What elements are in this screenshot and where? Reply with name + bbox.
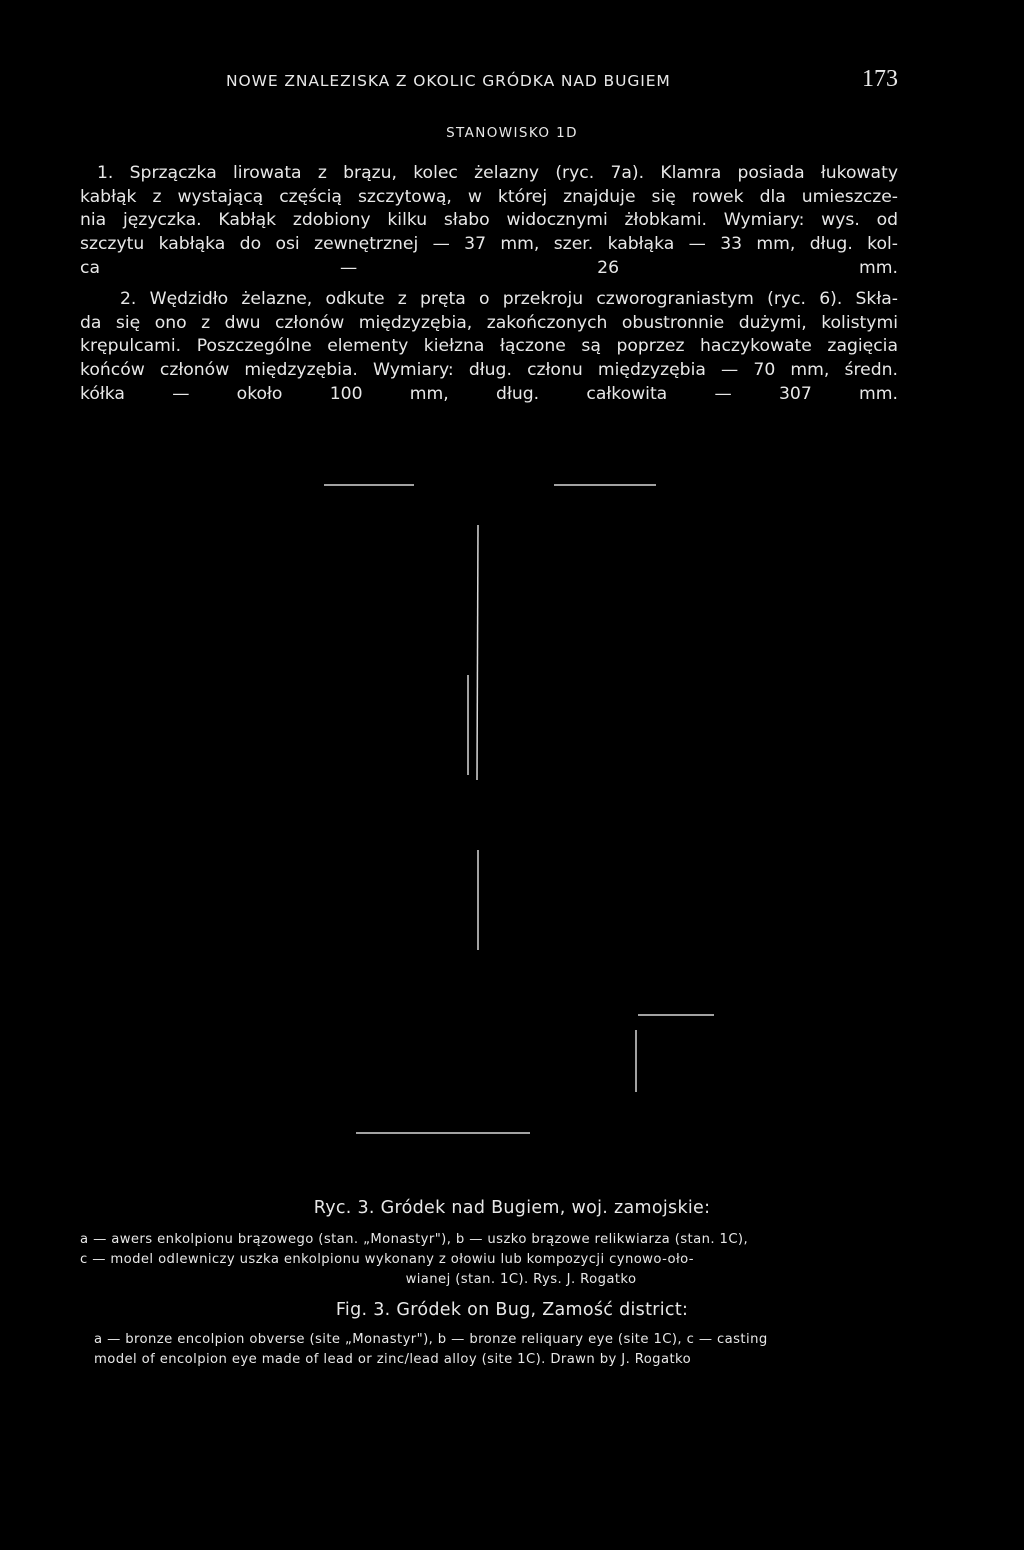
caption-en-body [94,1330,902,1370]
paragraph-1-line: 1. Sprzączka lirowata z brązu, kolec żelazny (ryc. 7a). Klamra posiada łukowaty [97,163,898,183]
paragraph-2-line: 2. Wędzidło żelazne, odkute z pręta o przekroju czworograniastym (ryc. 6). Skła- [120,289,898,309]
paragraph-2-line: krępulcami. Poszczególne elementy kiełzna łączone są poprzez haczykowate zagięcia [80,336,898,357]
running-title: NOWE ZNALEZISKA Z OKOLIC GRÓDKA NAD BUGIEM [226,72,671,90]
caption-pl-line: wianej (stan. 1C). Rys. J. Rogatko [405,1272,637,1287]
caption-pl-line: c — model odlewniczy uszka enkolpionu wykonany z ołowiu lub kompozycji cynowo-oło- [80,1252,694,1267]
figure-stroke [477,525,478,780]
caption-en-line: a — bronze encolpion obverse (site „Monastyr"), b — bronze reliquary eye (site 1C), c — casting [94,1332,768,1347]
caption-en-line: model of encolpion eye made of lead or zinc/lead alloy (site 1C). Drawn by J. Rogatko [94,1352,692,1367]
paragraph-1-line: kabłąk z wystającą częścią szczytową, w której znajduje się rowek dla umieszcze- [80,186,898,207]
caption-pl-body [80,1230,902,1290]
section-heading: STANOWISKO 1D [446,125,578,141]
paragraph-1-line: nia języczka. Kabłąk zdobiony kilku słabo widocznymi żłobkami. Wymiary: wys. od [80,210,898,231]
paragraph-1 [80,162,898,281]
caption-en-title: Fig. 3. Gródek on Bug, Zamość district: [335,1300,689,1320]
paragraph-1-line: szczytu kabłąka do osi zewnętrznej — 37 mm, szer. kabłąka — 33 mm, dług. kol- [80,234,898,255]
paragraph-2-line: końców członów międzyzębia. Wymiary: dług. członu międzyzębia — 70 mm, średn. [80,360,898,381]
figure-illustration [300,470,740,1150]
paragraph-2-line: kółka — około 100 mm, dług. całkowita — 307 mm. [80,383,898,404]
paragraph-1-line: ca — 26 mm. [80,257,898,278]
caption-pl-title: Ryc. 3. Gródek nad Bugiem, woj. zamojskie: [313,1198,711,1218]
figure-line-art [300,470,740,1150]
paragraph-2-line: da się ono z dwu członów międzyzębia, zakończonych obustronnie dużymi, kolistymi [80,312,898,333]
page-number: 173 [862,66,898,92]
paragraph-2 [80,288,898,407]
caption-pl-line: a — awers enkolpionu brązowego (stan. „Monastyr"), b — uszko brązowe relikwiarza (stan. 1C), [80,1232,749,1247]
